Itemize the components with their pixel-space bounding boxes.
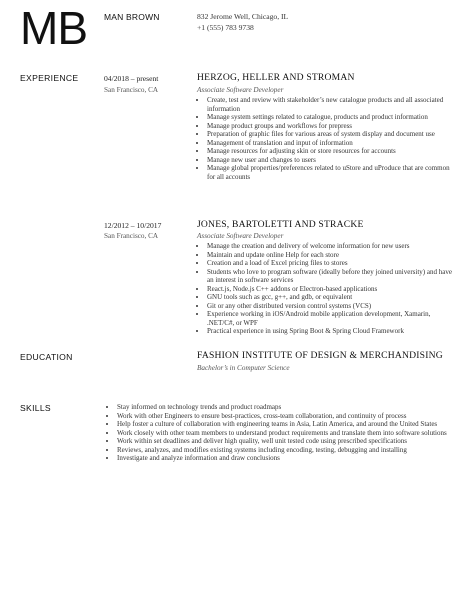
list-item: • Work with other Engineers to ensure best-practices, cross-team collaboration, and continuity of process: [117, 412, 457, 421]
list-item: • Investigate and analyze information and draw conclusions: [117, 454, 457, 463]
job-date: 12/2012 – 10/2017: [104, 221, 162, 230]
list-item: • Work closely with other team members to understand product requirements and translate them into software solutions: [117, 429, 457, 438]
list-item: • Manage system settings related to catalogue, products and product information: [207, 113, 459, 122]
job-role: Associate Software Developer: [197, 232, 284, 240]
list-item: • GNU tools such as gcc, g++, and gdb, or equivalent: [207, 293, 459, 302]
list-item: • Manage the creation and delivery of welcome information for new users: [207, 242, 459, 251]
list-item: • Practical experience in using Spring Boot & Spring Cloud Framework: [207, 327, 459, 336]
list-item: • Maintain and update online Help for each store: [207, 251, 459, 260]
list-item: • Management of translation and input of information: [207, 139, 459, 148]
job-location: San Francisco, CA: [104, 86, 159, 94]
education-school: FASHION INSTITUTE OF DESIGN & MERCHANDISING: [197, 350, 443, 361]
contact-block: [197, 11, 288, 33]
list-item: • Reviews, analyzes, and modifies existing systems including encoding, testing, debugging and installing: [117, 446, 457, 455]
list-item: • Create, test and review with stakeholder’s new catalogue products and all associated information: [207, 96, 459, 113]
job-role: Associate Software Developer: [197, 86, 284, 94]
list-item: • Git or any other distributed version control systems (VCS): [207, 302, 459, 311]
section-title-experience: EXPERIENCE: [20, 73, 79, 83]
list-item: • Work within set deadlines and deliver high quality, well unit tested code using prescribed specifications: [117, 437, 457, 446]
job-bullets: [197, 242, 459, 336]
monogram: MB: [20, 2, 87, 54]
list-item: • Manage product groups and workflows for prepress: [207, 122, 459, 131]
job-company: HERZOG, HELLER AND STROMAN: [197, 72, 355, 83]
list-item: • Manage new user and changes to users: [207, 156, 459, 165]
education-degree: Bachelor’s in Computer Science: [197, 364, 290, 372]
list-item: • Manage global properties/preferences related to uStore and uProduce that are common for all accounts: [207, 164, 459, 181]
section-title-education: EDUCATION: [20, 352, 73, 362]
list-item: • React.js, Node.js C++ addons or Electron-based applications: [207, 285, 459, 294]
candidate-name: MAN BROWN: [104, 12, 160, 22]
job-company: JONES, BARTOLETTI AND STRACKE: [197, 219, 364, 230]
list-item: • Experience working in iOS/Android mobile application development, Xamarin, .NET/C#, or WPF: [207, 310, 459, 327]
list-item: • Creation and a load of Excel pricing files to stores: [207, 259, 459, 268]
list-item: • Stay informed on technology trends and product roadmaps: [117, 403, 457, 412]
job-date: 04/2018 – present: [104, 74, 159, 83]
list-item: • Manage resources for adjusting skin or store resources for accounts: [207, 147, 459, 156]
contact-phone: +1 (555) 783 9738: [197, 23, 254, 32]
list-item: • Students who love to program software (ideally before they joined university) and have an interest in software services: [207, 268, 459, 285]
list-item: • Help foster a culture of collaboration with engineering teams in Asia, Latin America, and around the United States: [117, 420, 457, 429]
section-title-skills: SKILLS: [20, 403, 51, 413]
list-item: • Preparation of graphic files for various areas of system display and document use: [207, 130, 459, 139]
skills-bullets: [107, 403, 457, 463]
contact-address: 832 Jerome Well, Chicago, IL: [197, 12, 289, 21]
job-bullets: [197, 96, 459, 181]
job-location: San Francisco, CA: [104, 232, 159, 240]
